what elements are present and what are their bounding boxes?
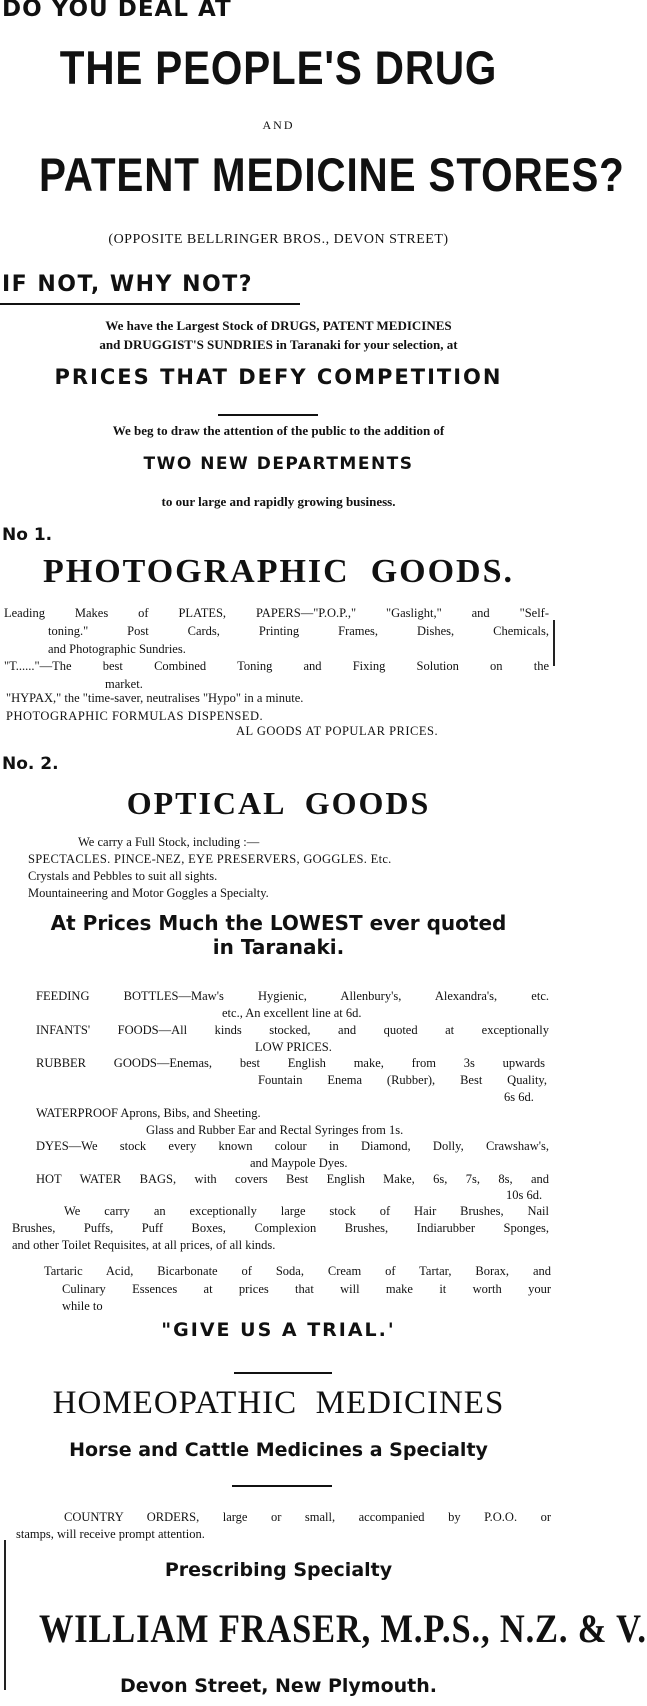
if-not-underline [0,303,300,305]
dept1-line-3: and Photographic Sundries. [48,642,186,656]
goods-line-7: 6s 6d. [504,1090,534,1104]
dept1-number: No 1. [2,525,53,545]
proprietor-name: WILLIAM FRASER, M.P.S., N.Z. & V. [38,1606,647,1651]
dept2-line-2: SPECTACLES. PINCE-NEZ, EYE PRESERVERS, GOGGLES. Etc. [28,852,392,866]
dept2-line-4: Mountaineering and Motor Goggles a Specialty. [28,886,269,900]
divider-2 [234,1372,332,1374]
dept2-line-1: We carry a Full Stock, including :— [78,835,260,849]
deal-heading: DO YOU DEAL AT [2,0,232,22]
scan-mark-left [4,1540,6,1690]
horse-cattle-heading: Horse and Cattle Medicines a Specialty [69,1439,488,1461]
dept1-line-8: AL GOODS AT POPULAR PRICES. [236,724,439,738]
dept1-line-5: market. [105,677,143,691]
and-word: AND [262,118,295,132]
tartaric-line-1: Tartaric Acid, Bicarbonate of Soda, Cream of Tartar, Borax, and [44,1264,551,1278]
dept1-line-1: Leading Makes of PLATES, PAPERS—"P.O.P.," "Gaslight," and "Self- [4,606,549,620]
location-note: (OPPOSITE BELLRINGER BROS., DEVON STREET) [108,232,449,247]
growing-line: to our large and rapidly growing business. [161,494,396,509]
goods-line-5: RUBBER GOODS—Enemas, best English make, from 3s upwards [36,1056,545,1070]
prices-heading: PRICES THAT DEFY COMPETITION [54,365,503,389]
goods-line-3: INFANTS' FOODS—All kinds stocked, and quoted at exceptionally [36,1023,549,1037]
trial-heading: "GIVE US A TRIAL.' [161,1319,396,1341]
goods-line-1: FEEDING BOTTLES—Maw's Hygienic, Allenbury's, Alexandra's, etc. [36,989,549,1003]
goods-line-2: etc., An excellent line at 6d. [222,1006,362,1020]
tartaric-line-2: Culinary Essences at prices that will make it worth your [62,1282,551,1296]
goods-line-13: 10s 6d. [506,1188,543,1202]
dept2-number: No. 2. [2,754,59,774]
goods-line-9: Glass and Rubber Ear and Rectal Syringes from 1s. [146,1123,404,1137]
departments-heading: TWO NEW DEPARTMENTS [143,454,414,474]
goods-line-12: HOT WATER BAGS, with covers Best English Make, 6s, 7s, 8s, and [36,1172,549,1186]
scan-mark-right [553,620,555,666]
lowest-line-2: in Taranaki. [212,935,345,959]
lowest-line-1: At Prices Much the LOWEST ever quoted [50,911,507,935]
goods-line-10: DYES—We stock every known colour in Diamond, Dolly, Crawshaw's, [36,1139,549,1153]
dept1-line-2: toning." Post Cards, Printing Frames, Dishes, Chemicals, [48,624,549,638]
divider-1 [218,414,318,416]
goods-line-8: WATERPROOF Aprons, Bibs, and Sheeting. [36,1106,261,1120]
brushes-line-3: and other Toilet Requisites, at all prices, of all kinds. [12,1238,276,1252]
goods-line-4: LOW PRICES. [255,1040,332,1054]
brushes-line-2: Brushes, Puffs, Puff Boxes, Complexion Brushes, Indiarubber Sponges, [12,1221,549,1235]
brushes-line-1: We carry an exceptionally large stock of Hair Brushes, Nail [64,1204,549,1218]
homeopathic-heading: HOMEOPATHIC MEDICINES [52,1385,505,1421]
country-line-1: COUNTRY ORDERS, large or small, accompanied by P.O.O. or [64,1510,551,1524]
attention-line: We beg to draw the attention of the public to the addition of [112,423,445,438]
store-type: PATENT MEDICINE STORES? [38,148,625,201]
if-not-heading: IF NOT, WHY NOT? [2,272,254,297]
dept1-line-7: PHOTOGRAPHIC FORMULAS DISPENSED. [6,709,264,723]
divider-3 [232,1485,332,1487]
dept1-line-6: "HYPAX," the "time-saver, neutralises "Hypo" in a minute. [6,691,304,705]
store-name: THE PEOPLE'S DRUG [59,41,498,94]
dept2-line-3: Crystals and Pebbles to suit all sights. [28,869,218,883]
prescribing-heading: Prescribing Specialty [164,1559,393,1581]
dept1-title: PHOTOGRAPHIC GOODS. [42,553,515,590]
goods-line-6: Fountain Enema (Rubber), Best Quality, [258,1073,547,1087]
stock-intro-1: We have the Largest Stock of DRUGS, PATENT MEDICINES [105,318,452,333]
stock-intro-2: and DRUGGIST'S SUNDRIES in Taranaki for your selection, at [99,337,458,352]
address: Devon Street, New Plymouth. [119,1675,438,1697]
country-line-2: stamps, will receive prompt attention. [16,1527,205,1541]
tartaric-line-3: while to [62,1299,103,1313]
dept1-line-4: "T......"—The best Combined Toning and Fixing Solution on the [4,659,549,673]
dept2-title: OPTICAL GOODS [126,785,431,821]
goods-line-11: and Maypole Dyes. [250,1156,348,1170]
